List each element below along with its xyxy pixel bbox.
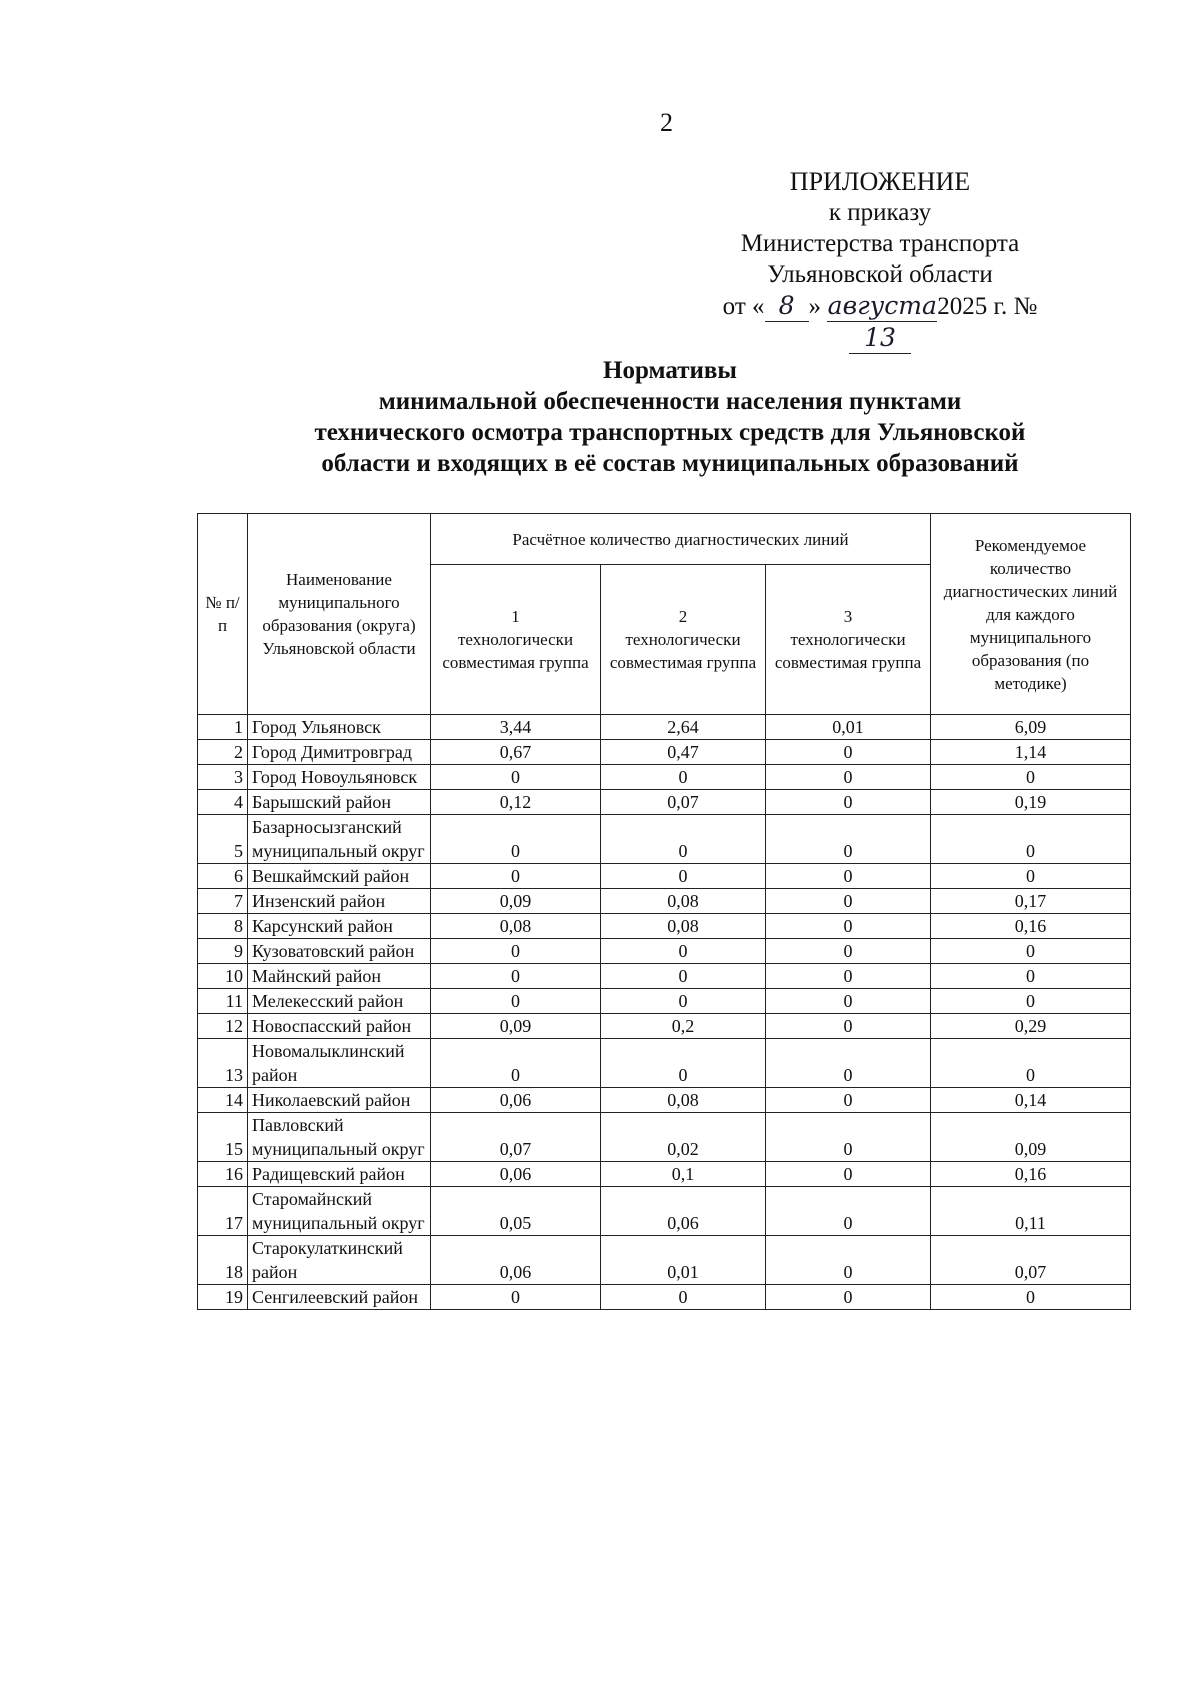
recommended-value: 1,14: [931, 740, 1131, 765]
group-3-value: 0: [766, 989, 931, 1014]
municipality-name: Город Новоульяновск: [248, 765, 431, 790]
table-row: [198, 1285, 1131, 1310]
group-2-value: 0: [601, 765, 766, 790]
row-number: 11: [198, 989, 248, 1014]
group-1-value: 0,05: [431, 1187, 601, 1236]
table-row: [198, 964, 1131, 989]
recommended-value: 0: [931, 939, 1131, 964]
table-row: [198, 1236, 1131, 1285]
row-number: 5: [198, 815, 248, 864]
table-row: [198, 864, 1131, 889]
row-number: 1: [198, 715, 248, 740]
municipality-name: Барышский район: [248, 790, 431, 815]
group-2-value: 0: [601, 864, 766, 889]
row-number: 3: [198, 765, 248, 790]
group-1-value: 0: [431, 1039, 601, 1088]
group-3-value: 0: [766, 964, 931, 989]
group-1-value: 0: [431, 864, 601, 889]
row-number: 10: [198, 964, 248, 989]
appendix-line-ministry: Министерства транспорта: [740, 230, 1020, 257]
municipality-name: Радищевский район: [248, 1162, 431, 1187]
recommended-value: 0,29: [931, 1014, 1131, 1039]
table-row: [198, 1187, 1131, 1236]
recommended-value: 0: [931, 1285, 1131, 1310]
municipality-name: Сенгилеевский район: [248, 1285, 431, 1310]
group-2-value: 0,08: [601, 889, 766, 914]
recommended-value: 0,14: [931, 1088, 1131, 1113]
municipality-name: Старомайнский муниципальный округ: [248, 1187, 431, 1236]
group-2-value: 0,08: [601, 914, 766, 939]
group-1-value: 0,67: [431, 740, 601, 765]
title-line-1: Нормативы: [603, 357, 737, 384]
group-2-value: 0: [601, 964, 766, 989]
header-group: Расчётное количество диагностических линий: [431, 514, 931, 565]
table-row: [198, 1039, 1131, 1088]
appendix-line-region: Ульяновской области: [767, 261, 993, 288]
title-line-4: области и входящих в её состав муниципальных образований: [321, 450, 1019, 477]
row-number: 7: [198, 889, 248, 914]
row-number: 12: [198, 1014, 248, 1039]
table-row: [198, 715, 1131, 740]
group-3-value: 0,01: [766, 715, 931, 740]
municipality-name: Новоспасский район: [248, 1014, 431, 1039]
recommended-value: 0,07: [931, 1236, 1131, 1285]
recommended-value: 0: [931, 964, 1131, 989]
recommended-value: 0,17: [931, 889, 1131, 914]
group-2-value: 0: [601, 989, 766, 1014]
recommended-value: 0,16: [931, 1162, 1131, 1187]
row-number: 17: [198, 1187, 248, 1236]
group-3-value: 0: [766, 1162, 931, 1187]
table-row: [198, 1088, 1131, 1113]
header-group-3-text: технологически совместимая группа: [774, 630, 922, 672]
recommended-value: 0,11: [931, 1187, 1131, 1236]
group-2-value: 0,1: [601, 1162, 766, 1187]
row-number: 19: [198, 1285, 248, 1310]
header-group-1-text: технологически совместимая группа: [442, 630, 589, 672]
municipality-name: Город Ульяновск: [248, 715, 431, 740]
date-mid: »: [808, 293, 822, 320]
table-row: [198, 790, 1131, 815]
group-1-value: 0,06: [431, 1088, 601, 1113]
group-2-value: 0: [601, 939, 766, 964]
group-3-value: 0: [766, 740, 931, 765]
handwritten-day: 8: [765, 290, 809, 322]
group-1-value: 0: [431, 939, 601, 964]
header-group-3: [766, 565, 931, 715]
group-3-value: 0: [766, 864, 931, 889]
group-1-value: 0: [431, 1285, 601, 1310]
row-number: 16: [198, 1162, 248, 1187]
table-row: [198, 889, 1131, 914]
recommended-value: 0: [931, 989, 1131, 1014]
group-3-value: 0: [766, 1285, 931, 1310]
group-2-value: 0,07: [601, 790, 766, 815]
group-2-value: 0,47: [601, 740, 766, 765]
row-number: 15: [198, 1113, 248, 1162]
municipality-name: Город Димитровград: [248, 740, 431, 765]
municipality-name: Николаевский район: [248, 1088, 431, 1113]
title-line-2: минимальной обеспеченности населения пунктами: [378, 388, 962, 415]
table-row: [198, 1113, 1131, 1162]
group-3-value: 0: [766, 1014, 931, 1039]
norms-table: [197, 513, 1131, 1310]
group-3-value: 0: [766, 790, 931, 815]
group-3-value: 0: [766, 815, 931, 864]
group-3-value: 0: [766, 1187, 931, 1236]
order-date-line: [700, 290, 1060, 354]
group-1-value: 0,12: [431, 790, 601, 815]
group-1-value: 0,07: [431, 1113, 601, 1162]
row-number: 6: [198, 864, 248, 889]
municipality-name: Карсунский район: [248, 914, 431, 939]
table-row: [198, 1162, 1131, 1187]
table-row: [198, 765, 1131, 790]
municipality-name: Кузоватовский район: [248, 939, 431, 964]
group-2-value: 0: [601, 815, 766, 864]
recommended-value: 6,09: [931, 715, 1131, 740]
group-1-value: 0,09: [431, 889, 601, 914]
row-number: 8: [198, 914, 248, 939]
row-number: 14: [198, 1088, 248, 1113]
recommended-value: 0: [931, 864, 1131, 889]
row-number: 4: [198, 790, 248, 815]
municipality-name: Майнский район: [248, 964, 431, 989]
municipality-name: Новомалыклинский район: [248, 1039, 431, 1088]
document-title: [200, 355, 1140, 479]
group-3-value: 0: [766, 1039, 931, 1088]
group-3-value: 0: [766, 765, 931, 790]
group-1-value: 0: [431, 964, 601, 989]
group-1-value: 0,09: [431, 1014, 601, 1039]
row-number: 18: [198, 1236, 248, 1285]
municipality-name: Павловский муниципальный округ: [248, 1113, 431, 1162]
table-row: [198, 1014, 1131, 1039]
group-3-value: 0: [766, 889, 931, 914]
date-prefix: от «: [722, 293, 765, 320]
group-1-value: 0,06: [431, 1162, 601, 1187]
table-row: [198, 740, 1131, 765]
title-line-3: технического осмотра транспортных средств для Ульяновской: [314, 419, 1026, 446]
group-1-value: 0: [431, 815, 601, 864]
group-3-value: 0: [766, 1088, 931, 1113]
group-1-value: 3,44: [431, 715, 601, 740]
group-3-value: 0: [766, 914, 931, 939]
table-row: [198, 989, 1131, 1014]
group-3-value: 0: [766, 1113, 931, 1162]
group-3-value: 0: [766, 939, 931, 964]
group-1-value: 0,08: [431, 914, 601, 939]
header-group-2: [601, 565, 766, 715]
handwritten-order-number: 13: [849, 322, 911, 354]
recommended-value: 0,09: [931, 1113, 1131, 1162]
date-year: 2025 г. №: [937, 293, 1038, 320]
header-group-2-num: 2: [678, 607, 688, 626]
municipality-name: Мелекесский район: [248, 989, 431, 1014]
group-2-value: 0: [601, 1039, 766, 1088]
group-1-value: 0: [431, 989, 601, 1014]
group-1-value: 0,06: [431, 1236, 601, 1285]
group-2-value: 0,02: [601, 1113, 766, 1162]
table-row: [198, 939, 1131, 964]
recommended-value: 0,19: [931, 790, 1131, 815]
row-number: 2: [198, 740, 248, 765]
header-group-1: [431, 565, 601, 715]
header-row-1: [198, 514, 1131, 565]
handwritten-month: августа: [827, 291, 937, 320]
appendix-line-order: к приказу: [828, 199, 932, 226]
row-number: 13: [198, 1039, 248, 1088]
appendix-title: ПРИЛОЖЕНИЕ: [789, 167, 971, 196]
table-body: [198, 715, 1131, 1310]
group-2-value: 0: [601, 1285, 766, 1310]
recommended-value: 0: [931, 765, 1131, 790]
table-row: [198, 815, 1131, 864]
header-group-2-text: технологически совместимая группа: [609, 630, 757, 672]
header-group-1-num: 1: [511, 607, 520, 626]
recommended-value: 0,16: [931, 914, 1131, 939]
page-number: 2: [660, 108, 673, 137]
group-2-value: 2,64: [601, 715, 766, 740]
header-name: Наименование муниципального образования (округа) Ульяновской области: [248, 514, 431, 715]
group-2-value: 0,01: [601, 1236, 766, 1285]
municipality-name: Инзенский район: [248, 889, 431, 914]
municipality-name: Старокулаткинский район: [248, 1236, 431, 1285]
group-2-value: 0,08: [601, 1088, 766, 1113]
municipality-name: Вешкаймский район: [248, 864, 431, 889]
header-recommended: Рекомендуемое количество диагностических линий для каждого муниципального образования (по методике): [931, 514, 1131, 715]
row-number: 9: [198, 939, 248, 964]
recommended-value: 0: [931, 1039, 1131, 1088]
group-2-value: 0,2: [601, 1014, 766, 1039]
appendix-block: [700, 166, 1060, 354]
municipality-name: Базарносызганский муниципальный округ: [248, 815, 431, 864]
group-1-value: 0: [431, 765, 601, 790]
table-row: [198, 914, 1131, 939]
recommended-value: 0: [931, 815, 1131, 864]
group-2-value: 0,06: [601, 1187, 766, 1236]
header-group-3-num: 3: [843, 607, 853, 626]
header-num: № п/п: [198, 514, 248, 715]
group-3-value: 0: [766, 1236, 931, 1285]
